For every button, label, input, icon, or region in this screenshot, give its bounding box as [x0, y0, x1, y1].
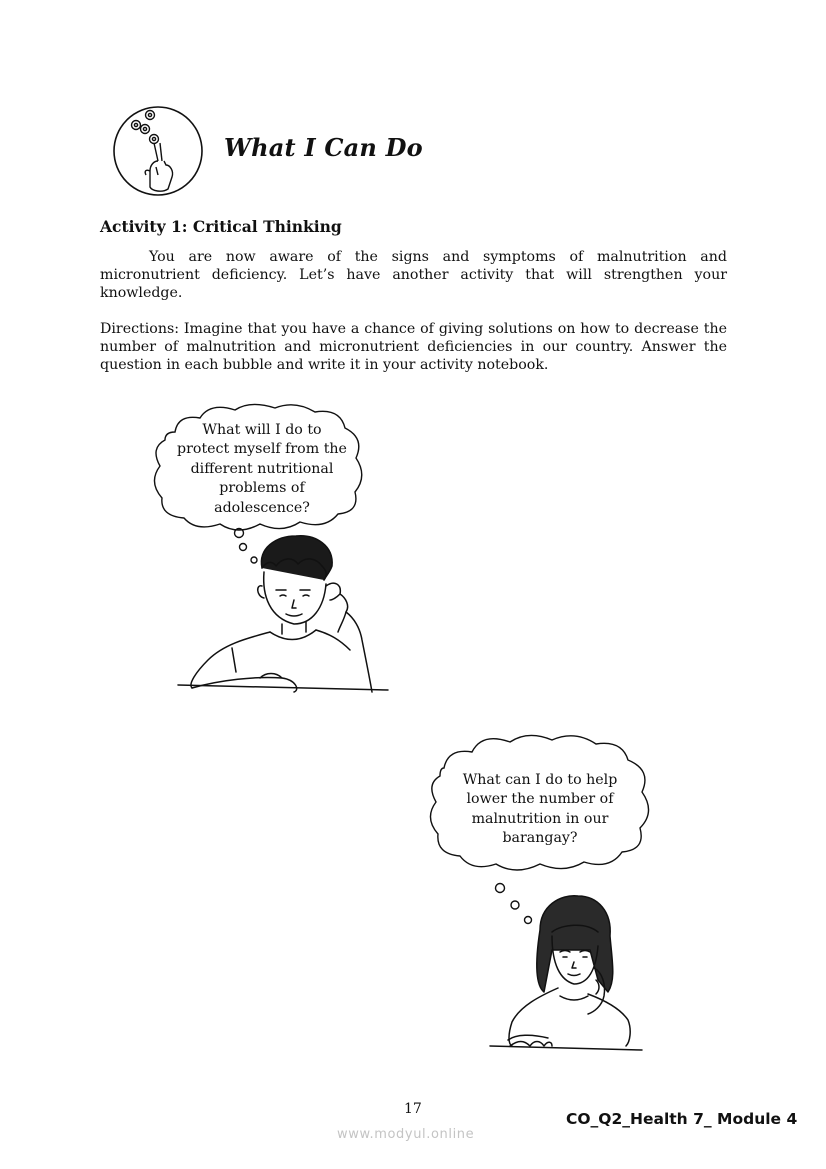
bubble-question-1	[170, 421, 354, 518]
section-title: What I Can Do	[224, 133, 423, 162]
bubble-2-line: What can I do to help	[462, 772, 618, 788]
directions-paragraph: Directions: Imagine that you have a chance of giving solutions on how to decrease the number of malnutrition and micronutrient deficiencies in our country. Answer the question in each bubble and write it in your activity notebook.	[100, 321, 727, 374]
bubble-1-line: protect myself from the	[177, 441, 347, 458]
thinking-girl-illustration	[490, 896, 642, 1050]
bubble-2-line: malnutrition in our	[471, 810, 609, 827]
bubble-1-line: different nutritional	[190, 460, 334, 477]
bubble-2-line: lower the number of	[466, 791, 614, 808]
bubble-1-line: adolescence?	[214, 499, 310, 516]
intro-paragraph: You are now aware of the signs and symptoms of malnutrition and micronutrient deficiency. Let’s have another activity that will strengthen your knowledge.	[100, 249, 727, 302]
bubble-1-line: problems of	[219, 480, 305, 497]
page-number: 17	[404, 1101, 422, 1117]
hand-with-gears-icon	[112, 105, 204, 197]
module-code: CO_Q2_Health 7_ Module 4	[566, 1110, 798, 1128]
bubble-question-2	[443, 771, 637, 849]
watermark: www.modyul.online	[337, 1127, 475, 1142]
bubble-1-line: What will I do to	[202, 422, 322, 438]
activity-title: Activity 1: Critical Thinking	[100, 217, 342, 236]
bubble-2-line: barangay?	[502, 830, 578, 847]
thinking-boy-illustration	[178, 536, 388, 692]
